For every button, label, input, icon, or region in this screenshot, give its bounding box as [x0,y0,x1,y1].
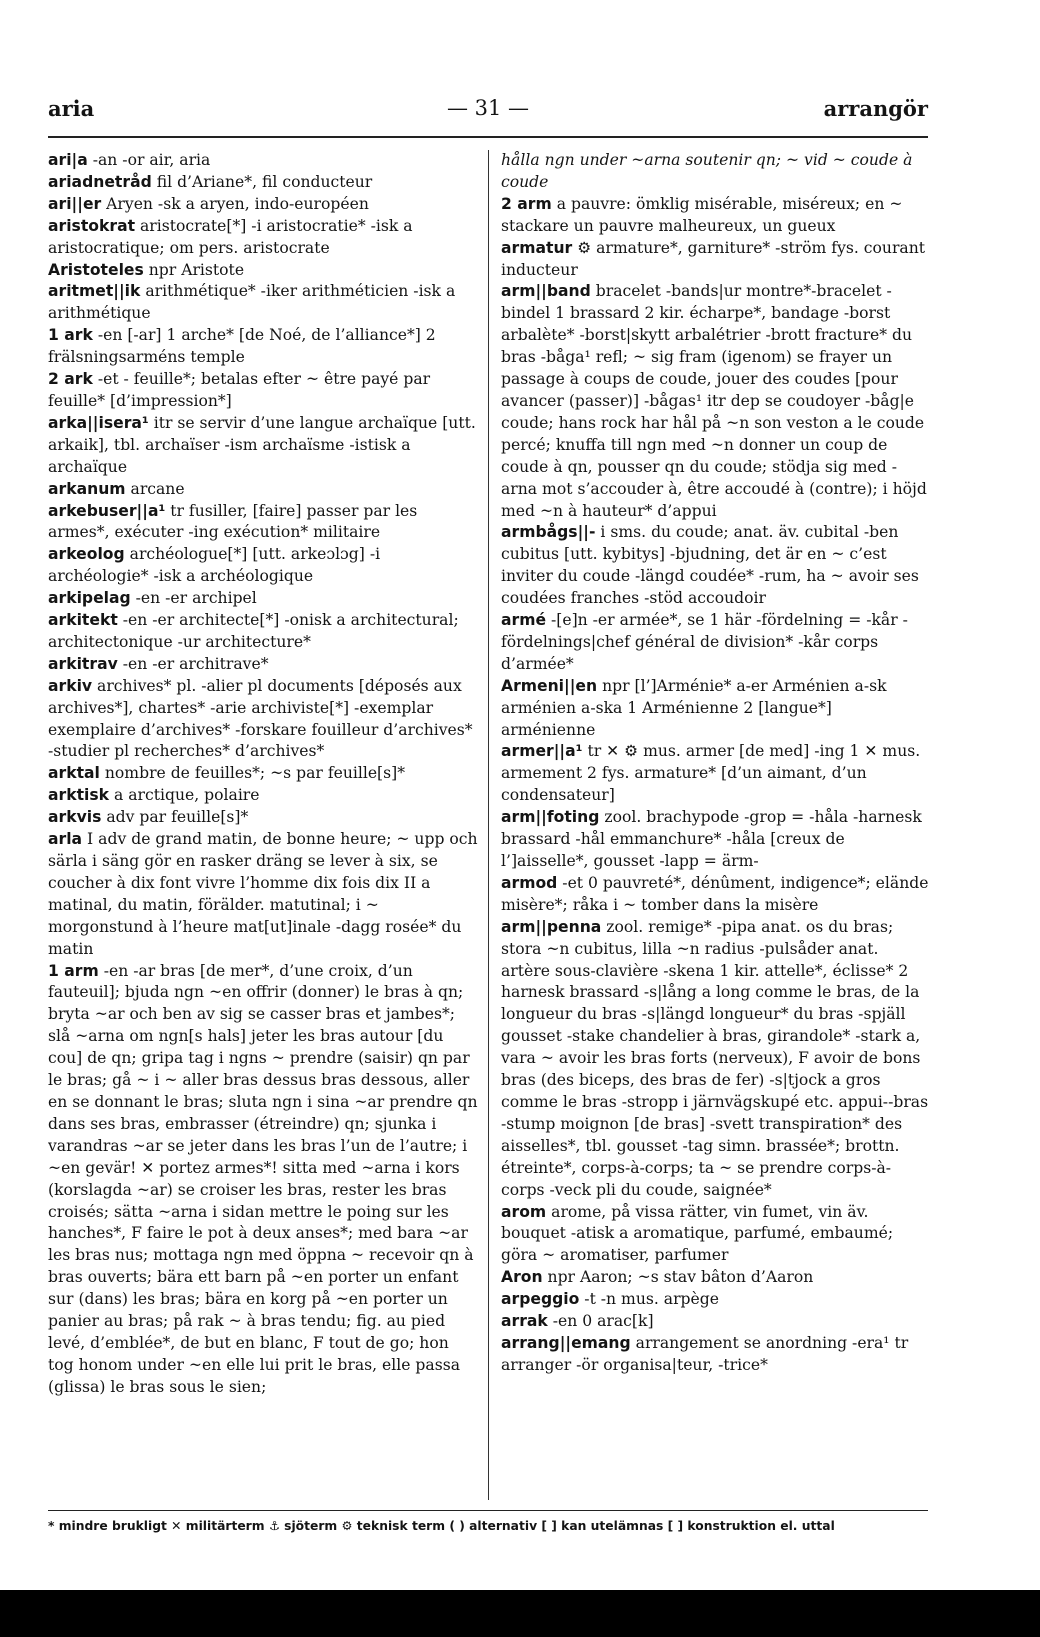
dictionary-entry [501,522,931,610]
dictionary-entry [48,260,478,282]
entry-definition: -et 0 pauvreté*, dénûment, indigence*; elände misère*; råka i ~ tomber dans la misère [501,873,929,914]
column-divider [488,150,489,1500]
entry-definition: archéologue[*] [utt. arkeɔlɔg] -i archéologie* -isk a archéologique [48,545,381,586]
entry-definition: a arctique, polaire [109,786,260,805]
entry-definition: arrangement se anordning -era¹ tr arranger -ör organisa|teur, -trice* [501,1333,909,1374]
dictionary-entry [501,150,931,194]
dictionary-entry [501,610,931,676]
entry-headword: armbågs||- [501,523,596,542]
dictionary-entry [501,1267,931,1289]
page-number: — 31 — [446,96,530,120]
dictionary-entry [48,281,478,325]
entry-headword: arkvis [48,808,102,827]
entry-definition: a pauvre: ömklig misérable, miséreux; en ~ stackare un pauvre malheureux, un gueux [501,194,903,235]
entry-headword: arka||isera¹ [48,413,149,432]
dictionary-entry [48,325,478,369]
dictionary-entry [48,676,478,764]
entry-headword: ari||er [48,194,102,213]
entry-definition: zool. remige* -pipa anat. os du bras; stora ~n cubitus, lilla ~n radius -pulsåder anat. artère sous-clavière -skena 1 kir. attelle*, éclisse* 2 harnesk brassard -s|lång a long comme le bras, de la longueur du bras -s|längd longueur* du bras -spjäll gousset -stake chandelier à bras, girandole* -stark a, vara ~ avoir les bras forts (nerveux), F avoir de bons bras (des biceps, des bras de fer) -s|tjock a gros comme le bras -stropp i järnvägskupé etc. appui--bras -stump moignon [de bras] -svett transpiration* des aisselles*, tbl. gousset -tag simn. brassée*; brottn. étreinte*, corps-à-corps; ta ~ se prendre corps-à-corps -veck pli du coude, saignée* [501,917,929,1199]
dictionary-entry [501,807,931,873]
entry-headword: arkebuser||a¹ [48,501,166,520]
footer-rule [48,1510,928,1511]
entry-headword: arkitekt [48,611,118,630]
entry-headword: arpeggio [501,1290,580,1309]
dictionary-entry [48,763,478,785]
header-left-guideword: aria [48,96,95,121]
right-column [501,150,931,1505]
entry-definition: arome, på vissa rätter, vin fumet, vin äv. bouquet -atisk a aromatique, parfumé, embaumé; göra ~ aromatiser, parfumer [501,1202,894,1265]
dictionary-entry [48,829,478,960]
dictionary-entry [501,676,931,742]
dictionary-entry [48,194,478,216]
entry-definition: adv par feuille[s]* [101,808,249,827]
entry-headword: armé [501,611,547,630]
entry-headword: armatur [501,238,573,257]
entry-definition: nombre de feuilles*; ~s par feuille[s]* [99,764,406,783]
dictionary-entry [501,917,931,1202]
entry-headword: arkitrav [48,654,118,673]
entry-headword: Aron [501,1268,543,1287]
entry-headword: aritmet||ik [48,282,141,301]
dictionary-entry [501,1311,931,1333]
dictionary-entry [48,544,478,588]
entry-headword: arkipelag [48,589,131,608]
dictionary-entry [48,413,478,479]
entry-definition: npr Aaron; ~s stav bâton d’Aaron [542,1268,814,1287]
page-header [48,96,928,130]
entry-headword: arom [501,1202,547,1221]
entry-definition: Aryen -sk a aryen, indo-européen [101,194,369,213]
dictionary-entry [48,807,478,829]
entry-headword: arkanum [48,479,126,498]
entry-headword: arkiv [48,676,93,695]
entry-headword: arktisk [48,786,110,805]
scan-border [0,1590,1040,1637]
entry-definition: -en 0 arac[k] [547,1312,654,1331]
dictionary-entry [48,961,478,1399]
dictionary-entry [48,654,478,676]
entry-headword: armer||a¹ [501,742,583,761]
dictionary-entry [48,150,478,172]
dictionary-entry [501,873,931,917]
entry-definition: tr ✕ ⚙ mus. armer [de med] -ing 1 ✕ mus. armement 2 fys. armature* [d’un aimant, d’un condensateur] [501,742,921,805]
entry-definition: bracelet -bands|ur montre*-bracelet -bindel 1 brassard 2 kir. écharpe*, bandage -borst arbalète* -borst|skytt arbalétrier -brott fracture* du bras -båga¹ refl; ~ sig fram (igenom) se frayer un passage à coups de coude, jouer des coudes [pour avancer (passer)] -bågas¹ itr dep se coudoyer -båg|e coude; hans rock har hål på ~n son veston a le coude percé; knuffa till ngn med ~n donner un coup de coude à qn, pousser qn du coude; stödja sig med -arna mot s’accouder à, être accoudé à (contre); i höjd med ~n à hauteur* d’appui [501,282,927,520]
dictionary-entry [501,281,931,522]
entry-definition: npr Aristote [143,260,245,279]
entry-definition: tr fusiller, [faire] passer par les armes*, exécuter -ing exécution* militaire [48,501,418,542]
symbol-legend: * mindre brukligt ✕ militärterm ⚓ sjöterm ⚙ teknisk term ( ) alternativ [ ] kan utelämnas [ ] konstruktion el. uttal [48,1519,835,1533]
entry-definition: fil d’Ariane*, fil conducteur [151,172,373,191]
entry-headword: armod [501,873,558,892]
dictionary-entry [501,194,931,238]
entry-definition: -t -n mus. arpège [579,1290,719,1309]
entry-headword: 2 arm [501,194,552,213]
entry-definition: -an -or air, aria [87,151,211,169]
entry-headword: arrang||emang [501,1333,631,1352]
entry-definition: i sms. du coude; anat. äv. cubital -ben cubitus [utt. kybitys] -bjudning, det är en ~ c’est inviter du coude -längd coudée* -rum, ha ~ avoir ses coudées franches -stöd accoudoir [501,523,919,608]
entry-definition: itr se servir d’une langue archaïque [utt. arkaik], tbl. archaïser -ism archaïsme -istisk a archaïque [48,413,476,476]
entry-definition: -en -er architrave* [117,654,269,673]
dictionary-entry [48,610,478,654]
entry-headword: arm||band [501,282,591,301]
header-rule [48,136,928,138]
dictionary-entry [48,369,478,413]
entry-headword: 2 ark [48,370,93,389]
entry-definition: I adv de grand matin, de bonne heure; ~ upp och särla i säng gör en rasker dräng se lever à six, se coucher à dix font vivre l’homme dix fois dix II a matinal, du matin, förälder. matutinal; i ~ morgonstund à l’heure mat[ut]inale -dagg rosée* du matin [48,830,478,958]
entry-definition: zool. brachypode -grop = -håla -harnesk brassard -hål emmanchure* -håla [creux de l’]aisselle*, gousset -lapp = ärm- [501,808,922,870]
entry-headword: arktal [48,764,100,783]
entry-headword: 1 arm [48,961,99,980]
entry-definition: ⚙ armature*, garniture* -ström fys. courant inducteur [501,238,926,279]
dictionary-entry [48,501,478,545]
entry-definition: -[e]n -er armée*, se 1 här -fördelning = -kår -fördelnings|chef général de division* -kår corps d’armée* [501,611,908,673]
entry-headword: ariadnetråd [48,172,152,191]
dictionary-entry [48,588,478,610]
entry-headword: arla [48,830,83,849]
entry-definition: npr [l’]Arménie* a-er Arménien a-sk arménien a-ska 1 Arménienne 2 [langue*] arménienne [501,676,887,739]
entry-definition: hålla ngn under ~arna soutenir qn; ~ vid ~ coude à coude [501,151,913,191]
entry-definition: -en -ar bras [de mer*, d’une croix, d’un fauteuil]; bjuda ngn ~en offrir (donner) le bras à qn; bryta ~ar och ben av sig se casser bras et jambes*; slå ~arna om ngn[s hals] jeter les bras autour [du cou] de qn; gripa tag i ngns ~ prendre (saisir) qn par le bras; gå ~ i ~ aller bras dessus bras dessous, aller en se donnant le bras; sluta ngn i sina ~ar prendre qn dans ses bras, embrasser (étreindre) qn; sjunka i varandras ~ar se jeter dans les bras l’un de l’autre; i ~en gevär! ✕ portez armes*! sitta med ~arna i kors (korslagda ~ar) se croiser les bras, rester les bras croisés; sätta ~arna i sidan mettre le poing sur les hanches*, F faire le pot à deux anses*; med bara ~ar les bras nus; mottaga ngn med öppna ~ recevoir qn à bras ouverts; bära ett barn på ~en porter un enfant sur (dans) les bras; bära en korg på ~en porter un panier au bras; på rak ~ à bras tendu; fig. au pied levé, d’emblée*, de but en blanc, F tout de go; hon tog honom under ~en elle lui prit le bras, elle passa (glissa) le bras sous le sien; [48,961,478,1396]
entry-definition: arcane [125,479,185,498]
dictionary-entry [501,1202,931,1268]
entry-definition: -en -er architecte[*] -onisk a architectural; architectonique -ur architecture* [48,611,459,651]
dictionary-entry [501,238,931,282]
dictionary-entry [48,785,478,807]
entry-definition: arithmétique* -iker arithméticien -isk a arithmétique [48,282,456,323]
entry-headword: Aristoteles [48,260,144,279]
entry-headword: 1 ark [48,326,93,345]
entry-definition: archives* pl. -alier pl documents [déposés aux archives*], chartes* -arie archiviste[*] -exemplar exemplaire d’archives* -forskare fouilleur d’archives* -studier pl recherches* d’archives* [48,676,473,761]
dictionary-entry [48,216,478,260]
entry-definition: -en [-ar] 1 arche* [de Noé, de l’alliance*] 2 frälsningsarméns temple [48,326,436,367]
entry-headword: ari|a [48,151,88,169]
entry-definition: -en -er archipel [130,589,257,608]
dictionary-entry [48,172,478,194]
left-column [48,150,478,1505]
entry-headword: arm||penna [501,917,602,936]
entry-headword: arrak [501,1312,548,1331]
entry-headword: aristokrat [48,216,136,235]
dictionary-entry [501,741,931,807]
dictionary-entry [501,1333,931,1377]
entry-definition: aristocrate[*] -i aristocratie* -isk a aristocratique; om pers. aristocrate [48,216,413,257]
dictionary-entry [501,1289,931,1311]
header-right-guideword: arrangör [823,96,928,121]
dictionary-entry [48,479,478,501]
entry-headword: Armeni||en [501,676,598,695]
entry-headword: arkeolog [48,545,125,564]
entry-headword: arm||foting [501,808,600,827]
entry-definition: -et - feuille*; betalas efter ~ être payé par feuille* [d’impression*] [48,370,431,410]
